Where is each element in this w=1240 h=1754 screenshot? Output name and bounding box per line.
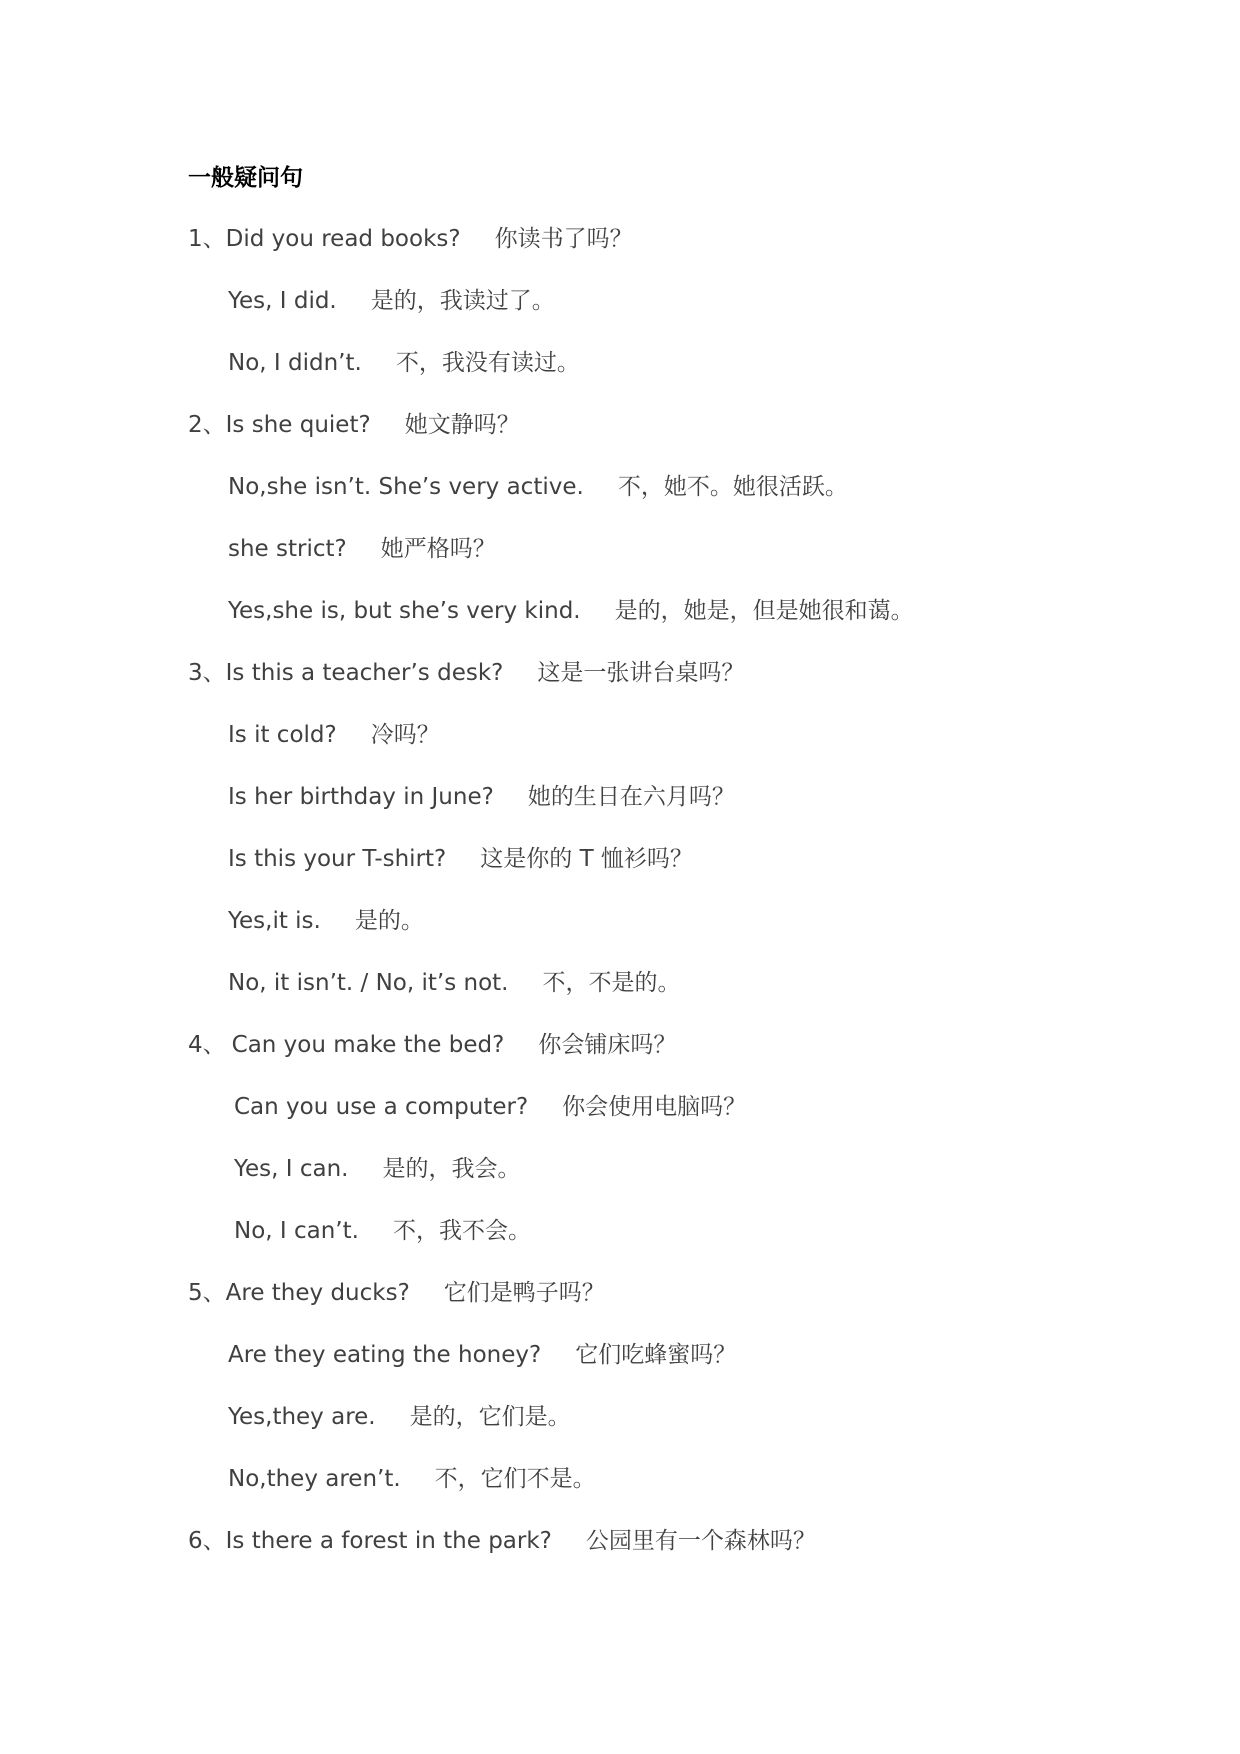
chinese-translation: 你会铺床吗？	[538, 1032, 677, 1058]
english-sentence: No, I didn’t.	[228, 350, 362, 376]
chinese-translation: 是的，她是，但是她很和蔼。	[614, 598, 914, 624]
english-sentence: Is her birthday in June?	[228, 784, 494, 810]
english-sentence: Yes, I can.	[234, 1156, 349, 1182]
english-sentence: Is it cold?	[228, 722, 337, 748]
list-item	[228, 1340, 736, 1370]
english-sentence: Did you read books?	[225, 226, 461, 252]
english-sentence: Can you use a computer?	[234, 1094, 529, 1120]
list-item	[234, 1216, 531, 1246]
list-item	[228, 906, 424, 936]
list-item	[188, 658, 744, 688]
chinese-translation: 你会使用电脑吗？	[562, 1094, 747, 1120]
chinese-translation: 冷吗？	[370, 722, 440, 748]
chinese-translation: 她文静吗？	[404, 412, 520, 438]
english-sentence: Is there a forest in the park?	[225, 1528, 552, 1554]
english-sentence: Yes,they are.	[228, 1404, 376, 1430]
item-number: 5、	[188, 1280, 226, 1306]
english-sentence: No, it isn’t. / No, it’s not.	[228, 970, 509, 996]
chinese-translation: 这是一张讲台桌吗？	[537, 660, 745, 686]
item-number: 1、	[188, 226, 226, 252]
list-item	[228, 968, 680, 998]
english-sentence: Yes,she is, but she’s very kind.	[228, 598, 581, 624]
list-item	[234, 1092, 746, 1122]
item-number: 4、	[188, 1032, 226, 1058]
english-sentence: No,she isn’t. She’s very active.	[228, 474, 584, 500]
list-item	[228, 844, 693, 874]
list-item	[188, 1526, 816, 1556]
list-item	[188, 224, 633, 254]
chinese-translation: 它们吃蜂蜜吗？	[575, 1342, 737, 1368]
list-item	[228, 782, 735, 812]
list-item	[188, 410, 520, 440]
chinese-translation: 不，她不。她很活跃。	[617, 474, 848, 500]
english-sentence: Yes,it is.	[228, 908, 321, 934]
english-sentence: Is this your T-shirt?	[228, 846, 447, 872]
item-number: 3、	[188, 660, 226, 686]
item-number: 6、	[188, 1528, 226, 1554]
list-item	[188, 1278, 605, 1308]
list-item	[228, 472, 848, 502]
english-sentence: Are they ducks?	[225, 1280, 410, 1306]
chinese-translation: 这是你的 T 恤衫吗？	[480, 846, 693, 872]
chinese-translation: 不，我不会。	[392, 1218, 531, 1244]
chinese-translation: 不，不是的。	[542, 970, 681, 996]
english-sentence: Are they eating the honey?	[228, 1342, 542, 1368]
list-item	[234, 1154, 520, 1184]
english-sentence: No,they aren’t.	[228, 1466, 401, 1492]
chinese-translation: 你读书了吗？	[494, 226, 633, 252]
chinese-translation: 是的，它们是。	[409, 1404, 571, 1430]
list-item	[228, 596, 914, 626]
chinese-translation: 它们是鸭子吗？	[443, 1280, 605, 1306]
english-sentence: No, I can’t.	[234, 1218, 359, 1244]
chinese-translation: 是的。	[354, 908, 424, 934]
chinese-translation: 公园里有一个森林吗？	[585, 1528, 816, 1554]
english-sentence: she strict?	[228, 536, 347, 562]
item-number: 2、	[188, 412, 226, 438]
list-item	[228, 1464, 596, 1494]
chinese-translation: 是的，我读过了。	[370, 288, 555, 314]
page-title: 一般疑问句	[188, 165, 303, 191]
list-item	[228, 720, 440, 750]
chinese-translation: 她严格吗？	[380, 536, 496, 562]
list-item	[228, 1402, 571, 1432]
english-sentence: Yes, I did.	[228, 288, 337, 314]
list-item	[228, 286, 555, 316]
english-sentence: Can you make the bed?	[231, 1032, 505, 1058]
english-sentence: Is she quiet?	[225, 412, 371, 438]
chinese-translation: 不，它们不是。	[434, 1466, 596, 1492]
english-sentence: Is this a teacher’s desk?	[225, 660, 504, 686]
list-item	[188, 1030, 676, 1060]
chinese-translation: 她的生日在六月吗？	[527, 784, 735, 810]
list-item	[228, 534, 496, 564]
chinese-translation: 不，我没有读过。	[395, 350, 580, 376]
list-item	[228, 348, 580, 378]
chinese-translation: 是的，我会。	[382, 1156, 521, 1182]
